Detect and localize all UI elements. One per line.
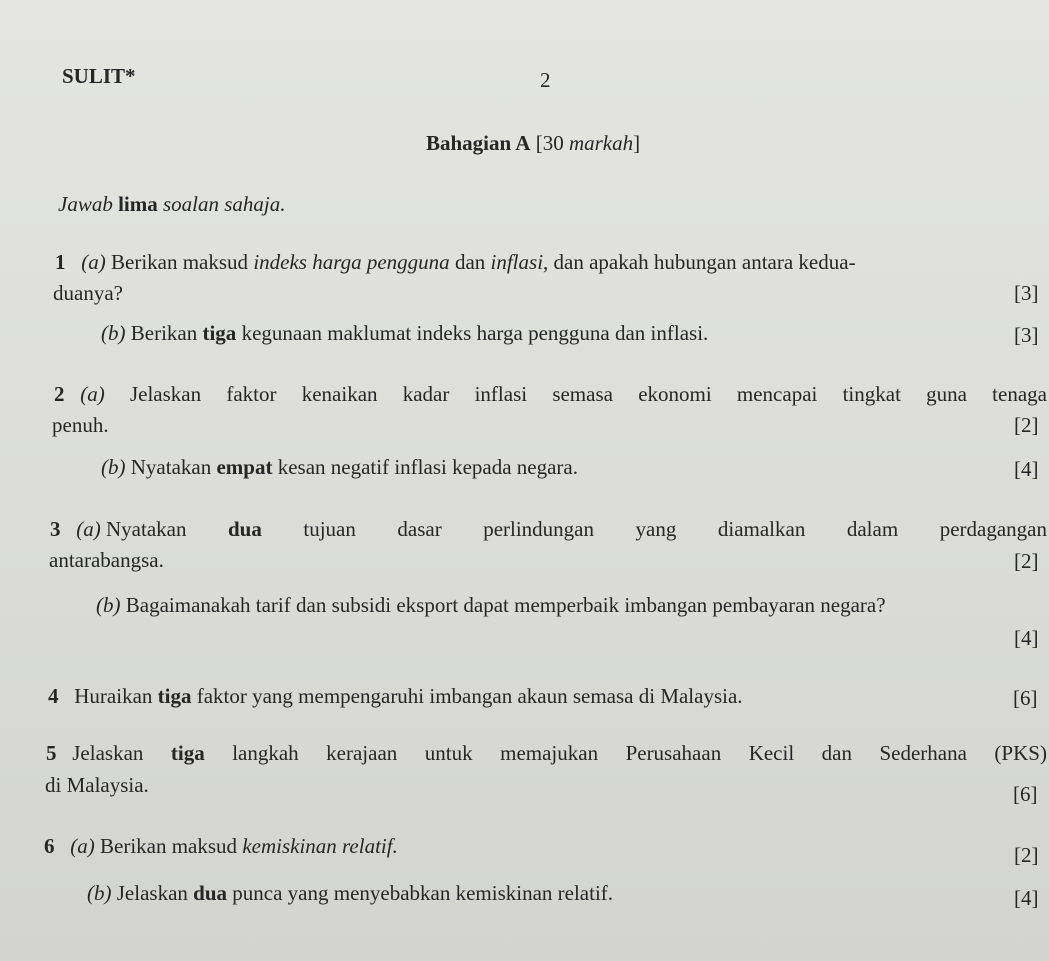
q1b-marks: [3] [1014, 323, 1039, 347]
page-number: 2 [540, 68, 551, 92]
q4-marks: [6] [1013, 686, 1038, 710]
section-title: Bahagian A [30 markah] [426, 131, 641, 155]
q6b-text: (b) Jelaskan dua punca yang menyebabkan kemiskinan relatif. [87, 881, 614, 905]
q2b-marks: [4] [1014, 457, 1039, 481]
q1a-line2: duanya? [53, 281, 123, 305]
q1a-line1: 1 (a) Berikan maksud indeks harga pengguna dan inflasi, dan apakah hubungan antara kedua- [55, 250, 856, 274]
q3b-text: (b) Bagaimanakah tarif dan subsidi eksport dapat memperbaik imbangan pembayaran negara? [96, 593, 886, 617]
q3b-marks: [4] [1014, 626, 1039, 650]
q2a-marks: [2] [1014, 413, 1039, 437]
q5-line1: 5 Jelaskan tiga langkah kerajaan untuk memajukan Perusahaan Kecil dan Sederhana (PKS) [46, 741, 1047, 765]
q3a-marks: [2] [1014, 549, 1039, 573]
q3a-line1: 3 (a) Nyatakan dua tujuan dasar perlindungan yang diamalkan dalam perdagangan [50, 517, 1047, 541]
q2a-line1: 2 (a) Jelaskan faktor kenaikan kadar inflasi semasa ekonomi mencapai tingkat guna tenaga [54, 382, 1047, 406]
q1a-marks: [3] [1014, 281, 1039, 305]
q5-line2: di Malaysia. [45, 773, 149, 797]
q4-text: 4 Huraikan tiga faktor yang mempengaruhi imbangan akaun semasa di Malaysia. [48, 684, 743, 708]
q6a-marks: [2] [1014, 843, 1039, 867]
q2a-line2: penuh. [52, 413, 109, 437]
q3a-line2: antarabangsa. [49, 548, 164, 572]
q1b-text: (b) Berikan tiga kegunaan maklumat indeks harga pengguna dan inflasi. [101, 321, 709, 345]
classification-label: SULIT* [62, 64, 136, 88]
q6a-text: 6 (a) Berikan maksud kemiskinan relatif. [44, 834, 398, 858]
q2b-text: (b) Nyatakan empat kesan negatif inflasi kepada negara. [101, 455, 578, 479]
q6b-marks: [4] [1014, 886, 1039, 910]
instruction: Jawab lima soalan sahaja. [58, 192, 286, 216]
q5-marks: [6] [1013, 782, 1038, 806]
